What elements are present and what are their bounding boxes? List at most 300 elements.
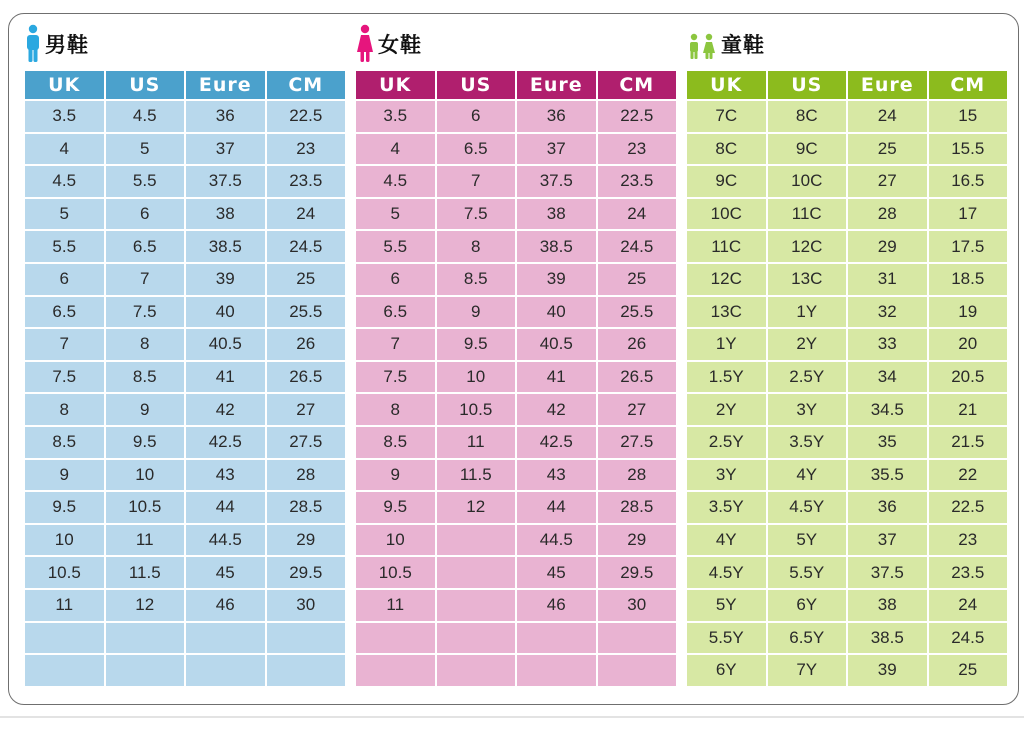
size-cell: 19 <box>929 297 1008 328</box>
size-cell: 21.5 <box>929 427 1008 458</box>
size-cell: 23.5 <box>267 166 346 197</box>
size-cell: 15.5 <box>929 134 1008 165</box>
size-cell: 27.5 <box>267 427 346 458</box>
table-row <box>25 427 345 458</box>
size-cell: 6 <box>106 199 185 230</box>
table-row <box>687 525 1007 556</box>
size-cell: 11 <box>437 427 516 458</box>
size-cell <box>356 623 435 654</box>
size-cell: 17 <box>929 199 1008 230</box>
table-row <box>25 101 345 132</box>
size-cell: 4.5 <box>356 166 435 197</box>
size-cell: 4.5 <box>25 166 104 197</box>
size-cell: 25 <box>598 264 677 295</box>
size-cell: 37.5 <box>848 557 927 588</box>
size-cell: 4Y <box>687 525 766 556</box>
men-section <box>25 22 347 688</box>
size-cell: 10.5 <box>356 557 435 588</box>
size-cell: 11.5 <box>106 557 185 588</box>
size-cell: 42 <box>186 394 265 425</box>
size-cell: 4 <box>356 134 435 165</box>
size-cell: 11C <box>687 231 766 262</box>
size-cell: 20 <box>929 329 1008 360</box>
size-cell: 44 <box>186 492 265 523</box>
size-cell: 5.5Y <box>768 557 847 588</box>
size-cell: 7 <box>356 329 435 360</box>
size-cell: 39 <box>186 264 265 295</box>
size-cell: 41 <box>186 362 265 393</box>
size-cell: 5 <box>356 199 435 230</box>
size-cell: 31 <box>848 264 927 295</box>
size-cell <box>437 623 516 654</box>
size-cell: 25.5 <box>267 297 346 328</box>
size-cell: 39 <box>848 655 927 686</box>
size-cell <box>598 623 677 654</box>
size-cell: 9.5 <box>356 492 435 523</box>
column-header-us: US <box>106 71 185 99</box>
size-cell: 8 <box>437 231 516 262</box>
size-cell: 24.5 <box>929 623 1008 654</box>
size-cell: 8 <box>25 394 104 425</box>
table-row <box>25 460 345 491</box>
column-header-uk: UK <box>356 71 435 99</box>
size-cell: 12C <box>687 264 766 295</box>
size-cell: 38 <box>186 199 265 230</box>
size-cell: 9 <box>356 460 435 491</box>
kids-heading <box>687 22 1009 66</box>
table-row <box>356 134 676 165</box>
size-cell: 23 <box>598 134 677 165</box>
size-cell: 12 <box>437 492 516 523</box>
size-cell: 7C <box>687 101 766 132</box>
size-cell <box>25 655 104 686</box>
size-cell: 38.5 <box>186 231 265 262</box>
size-cell: 21 <box>929 394 1008 425</box>
table-row <box>687 134 1007 165</box>
size-cell: 26 <box>598 329 677 360</box>
size-cell <box>517 655 596 686</box>
size-cell: 20.5 <box>929 362 1008 393</box>
table-row <box>687 329 1007 360</box>
size-cell: 34.5 <box>848 394 927 425</box>
size-cell: 9.5 <box>437 329 516 360</box>
size-cell: 45 <box>517 557 596 588</box>
size-cell: 5 <box>25 199 104 230</box>
table-row <box>25 394 345 425</box>
size-cell: 11 <box>106 525 185 556</box>
size-cell: 23.5 <box>598 166 677 197</box>
table-row <box>687 166 1007 197</box>
size-cell: 10.5 <box>437 394 516 425</box>
size-cell: 43 <box>517 460 596 491</box>
size-cell: 37 <box>517 134 596 165</box>
size-cell: 41 <box>517 362 596 393</box>
size-cell <box>437 557 516 588</box>
size-cell: 33 <box>848 329 927 360</box>
size-cell: 44 <box>517 492 596 523</box>
kids-section <box>687 22 1009 688</box>
size-cell: 36 <box>848 492 927 523</box>
male-figure-icon <box>25 24 41 64</box>
table-row <box>687 394 1007 425</box>
size-cell: 38 <box>517 199 596 230</box>
size-cell: 3.5Y <box>768 427 847 458</box>
size-cell: 3.5 <box>25 101 104 132</box>
table-row <box>25 362 345 393</box>
size-cell: 6.5 <box>437 134 516 165</box>
size-cell: 9 <box>25 460 104 491</box>
size-cell: 9.5 <box>25 492 104 523</box>
men-title: 男鞋 <box>45 33 89 57</box>
size-cell: 24 <box>848 101 927 132</box>
men-size-table <box>23 69 347 688</box>
kids-title: 童鞋 <box>721 33 765 57</box>
table-row <box>356 427 676 458</box>
size-cell <box>598 655 677 686</box>
size-cell: 4Y <box>768 460 847 491</box>
table-row <box>25 525 345 556</box>
size-cell: 26.5 <box>267 362 346 393</box>
size-cell: 1Y <box>687 329 766 360</box>
size-cell: 5.5 <box>25 231 104 262</box>
size-cell: 26 <box>267 329 346 360</box>
size-cell: 6 <box>356 264 435 295</box>
size-cell: 25 <box>848 134 927 165</box>
size-cell: 7.5 <box>437 199 516 230</box>
size-cell: 5 <box>106 134 185 165</box>
size-cell: 29.5 <box>598 557 677 588</box>
size-cell: 18.5 <box>929 264 1008 295</box>
size-cell: 8.5 <box>356 427 435 458</box>
size-cell: 23.5 <box>929 557 1008 588</box>
column-header-eure: Eure <box>517 71 596 99</box>
size-cell: 25 <box>267 264 346 295</box>
column-header-uk: UK <box>25 71 104 99</box>
table-row <box>687 297 1007 328</box>
size-cell: 9.5 <box>106 427 185 458</box>
size-cell: 24 <box>929 590 1008 621</box>
size-cell: 10 <box>25 525 104 556</box>
size-cell: 42.5 <box>186 427 265 458</box>
size-cell <box>356 655 435 686</box>
size-cell: 28.5 <box>267 492 346 523</box>
women-size-table <box>354 69 678 688</box>
women-section <box>356 22 678 688</box>
size-cell <box>437 525 516 556</box>
size-cell: 10C <box>687 199 766 230</box>
size-cell: 7.5 <box>25 362 104 393</box>
size-cell: 44.5 <box>517 525 596 556</box>
size-cell: 6.5 <box>25 297 104 328</box>
table-row <box>356 297 676 328</box>
size-cell: 27.5 <box>598 427 677 458</box>
table-row <box>25 655 345 686</box>
size-cell: 24 <box>267 199 346 230</box>
size-cell <box>517 623 596 654</box>
size-cell: 36 <box>517 101 596 132</box>
men-heading <box>25 22 347 66</box>
size-cell: 35.5 <box>848 460 927 491</box>
size-cell: 12C <box>768 231 847 262</box>
size-cell: 8.5 <box>25 427 104 458</box>
size-cell: 5.5Y <box>687 623 766 654</box>
size-cell: 7 <box>437 166 516 197</box>
table-row <box>25 329 345 360</box>
size-cell <box>25 623 104 654</box>
size-cell: 28 <box>267 460 346 491</box>
size-cell: 40.5 <box>517 329 596 360</box>
header-row <box>356 71 676 99</box>
size-cell: 46 <box>517 590 596 621</box>
table-row <box>25 264 345 295</box>
table-row <box>356 655 676 686</box>
size-cell: 6 <box>437 101 516 132</box>
size-cell <box>186 623 265 654</box>
women-heading <box>356 22 678 66</box>
size-cell: 5Y <box>687 590 766 621</box>
column-header-us: US <box>768 71 847 99</box>
table-row <box>356 557 676 588</box>
size-cell: 29 <box>267 525 346 556</box>
size-cell: 39 <box>517 264 596 295</box>
size-cell: 2.5Y <box>768 362 847 393</box>
size-cell: 8C <box>768 101 847 132</box>
table-row <box>25 297 345 328</box>
size-cell: 22.5 <box>598 101 677 132</box>
size-cell: 10C <box>768 166 847 197</box>
table-row <box>25 134 345 165</box>
size-cell: 7.5 <box>356 362 435 393</box>
size-cell: 11 <box>25 590 104 621</box>
column-header-eure: Eure <box>848 71 927 99</box>
table-row <box>25 557 345 588</box>
size-cell: 4.5Y <box>687 557 766 588</box>
size-cell: 27 <box>267 394 346 425</box>
header-row <box>25 71 345 99</box>
table-row <box>687 101 1007 132</box>
size-cell: 15 <box>929 101 1008 132</box>
table-row <box>356 492 676 523</box>
size-cell: 10 <box>106 460 185 491</box>
table-row <box>687 655 1007 686</box>
size-cell: 30 <box>598 590 677 621</box>
size-cell: 7.5 <box>106 297 185 328</box>
size-cell: 1.5Y <box>687 362 766 393</box>
size-cell: 7Y <box>768 655 847 686</box>
size-cell: 37.5 <box>186 166 265 197</box>
size-cell: 36 <box>186 101 265 132</box>
size-cell: 12 <box>106 590 185 621</box>
size-cell: 11C <box>768 199 847 230</box>
size-cell: 5.5 <box>356 231 435 262</box>
size-cell: 40.5 <box>186 329 265 360</box>
size-cell: 7 <box>106 264 185 295</box>
divider <box>0 716 1024 718</box>
size-cell: 9 <box>437 297 516 328</box>
size-cell: 28.5 <box>598 492 677 523</box>
table-row <box>356 101 676 132</box>
size-cell: 29.5 <box>267 557 346 588</box>
size-cell: 22 <box>929 460 1008 491</box>
size-cell: 8.5 <box>106 362 185 393</box>
size-cell: 23 <box>267 134 346 165</box>
table-row <box>25 231 345 262</box>
size-cell: 10 <box>437 362 516 393</box>
size-cell: 23 <box>929 525 1008 556</box>
table-row <box>687 199 1007 230</box>
size-cell: 25 <box>929 655 1008 686</box>
size-cell: 6.5 <box>106 231 185 262</box>
table-row <box>356 525 676 556</box>
table-row <box>356 362 676 393</box>
size-cell: 9 <box>106 394 185 425</box>
size-cell: 28 <box>598 460 677 491</box>
table-row <box>356 231 676 262</box>
size-cell: 11.5 <box>437 460 516 491</box>
size-cell: 5.5 <box>106 166 185 197</box>
size-cell: 42.5 <box>517 427 596 458</box>
size-cell: 6Y <box>768 590 847 621</box>
size-cell: 6Y <box>687 655 766 686</box>
size-cell: 22.5 <box>267 101 346 132</box>
size-cell: 9C <box>768 134 847 165</box>
size-cell: 44.5 <box>186 525 265 556</box>
size-cell: 29 <box>598 525 677 556</box>
size-cell <box>186 655 265 686</box>
column-header-cm: CM <box>267 71 346 99</box>
size-cell: 28 <box>848 199 927 230</box>
table-row <box>356 623 676 654</box>
size-cell: 37 <box>186 134 265 165</box>
table-row <box>25 590 345 621</box>
table-row <box>687 231 1007 262</box>
table-row <box>25 492 345 523</box>
size-cell: 8C <box>687 134 766 165</box>
size-cell: 4 <box>25 134 104 165</box>
size-cell <box>106 655 185 686</box>
table-row <box>687 623 1007 654</box>
female-figure-icon <box>356 24 374 64</box>
size-cell: 8.5 <box>437 264 516 295</box>
size-cell: 38.5 <box>517 231 596 262</box>
size-cell: 30 <box>267 590 346 621</box>
size-cell: 6.5Y <box>768 623 847 654</box>
size-cell <box>106 623 185 654</box>
size-cell: 10.5 <box>25 557 104 588</box>
table-row <box>356 460 676 491</box>
size-cell: 29 <box>848 231 927 262</box>
size-cell: 10.5 <box>106 492 185 523</box>
size-cell: 3Y <box>768 394 847 425</box>
size-cell: 5Y <box>768 525 847 556</box>
size-cell: 9C <box>687 166 766 197</box>
kids-size-table <box>685 69 1009 688</box>
size-cell: 3.5Y <box>687 492 766 523</box>
table-row <box>687 427 1007 458</box>
size-cell: 43 <box>186 460 265 491</box>
size-cell: 11 <box>356 590 435 621</box>
table-row <box>356 166 676 197</box>
table-row <box>687 590 1007 621</box>
size-cell: 46 <box>186 590 265 621</box>
table-row <box>687 362 1007 393</box>
table-row <box>687 264 1007 295</box>
size-cell: 34 <box>848 362 927 393</box>
table-row <box>687 460 1007 491</box>
table-row <box>356 199 676 230</box>
size-cell: 13C <box>768 264 847 295</box>
size-cell: 22.5 <box>929 492 1008 523</box>
size-cell: 42 <box>517 394 596 425</box>
size-cell: 32 <box>848 297 927 328</box>
size-cell: 8 <box>356 394 435 425</box>
size-cell: 17.5 <box>929 231 1008 262</box>
table-row <box>356 329 676 360</box>
size-cell: 8 <box>106 329 185 360</box>
size-cell: 7 <box>25 329 104 360</box>
size-cell: 2Y <box>687 394 766 425</box>
size-cell: 2Y <box>768 329 847 360</box>
table-row <box>25 166 345 197</box>
size-cell: 2.5Y <box>687 427 766 458</box>
size-cell: 37.5 <box>517 166 596 197</box>
size-cell: 1Y <box>768 297 847 328</box>
size-cell <box>437 590 516 621</box>
header-row <box>687 71 1007 99</box>
column-header-cm: CM <box>929 71 1008 99</box>
size-cell: 6.5 <box>356 297 435 328</box>
size-cell: 3Y <box>687 460 766 491</box>
size-cell: 4.5Y <box>768 492 847 523</box>
size-cell: 25.5 <box>598 297 677 328</box>
size-cell: 6 <box>25 264 104 295</box>
size-cell: 24.5 <box>598 231 677 262</box>
size-cell <box>437 655 516 686</box>
women-title: 女鞋 <box>378 33 422 57</box>
size-cell: 24 <box>598 199 677 230</box>
table-row <box>687 492 1007 523</box>
column-header-uk: UK <box>687 71 766 99</box>
size-cell: 24.5 <box>267 231 346 262</box>
size-cell: 37 <box>848 525 927 556</box>
table-row <box>25 623 345 654</box>
table-row <box>687 557 1007 588</box>
size-cell: 38.5 <box>848 623 927 654</box>
table-row <box>25 199 345 230</box>
size-cell <box>267 623 346 654</box>
size-cell <box>267 655 346 686</box>
size-cell: 45 <box>186 557 265 588</box>
table-row <box>356 264 676 295</box>
size-cell: 4.5 <box>106 101 185 132</box>
size-cell: 40 <box>186 297 265 328</box>
children-figures-icon <box>687 24 717 64</box>
size-cell: 26.5 <box>598 362 677 393</box>
size-cell: 27 <box>598 394 677 425</box>
table-row <box>356 590 676 621</box>
size-cell: 38 <box>848 590 927 621</box>
size-cell: 10 <box>356 525 435 556</box>
size-cell: 3.5 <box>356 101 435 132</box>
size-cell: 35 <box>848 427 927 458</box>
column-header-cm: CM <box>598 71 677 99</box>
size-cell: 40 <box>517 297 596 328</box>
size-cell: 27 <box>848 166 927 197</box>
table-row <box>356 394 676 425</box>
size-cell: 16.5 <box>929 166 1008 197</box>
column-header-us: US <box>437 71 516 99</box>
size-cell: 13C <box>687 297 766 328</box>
